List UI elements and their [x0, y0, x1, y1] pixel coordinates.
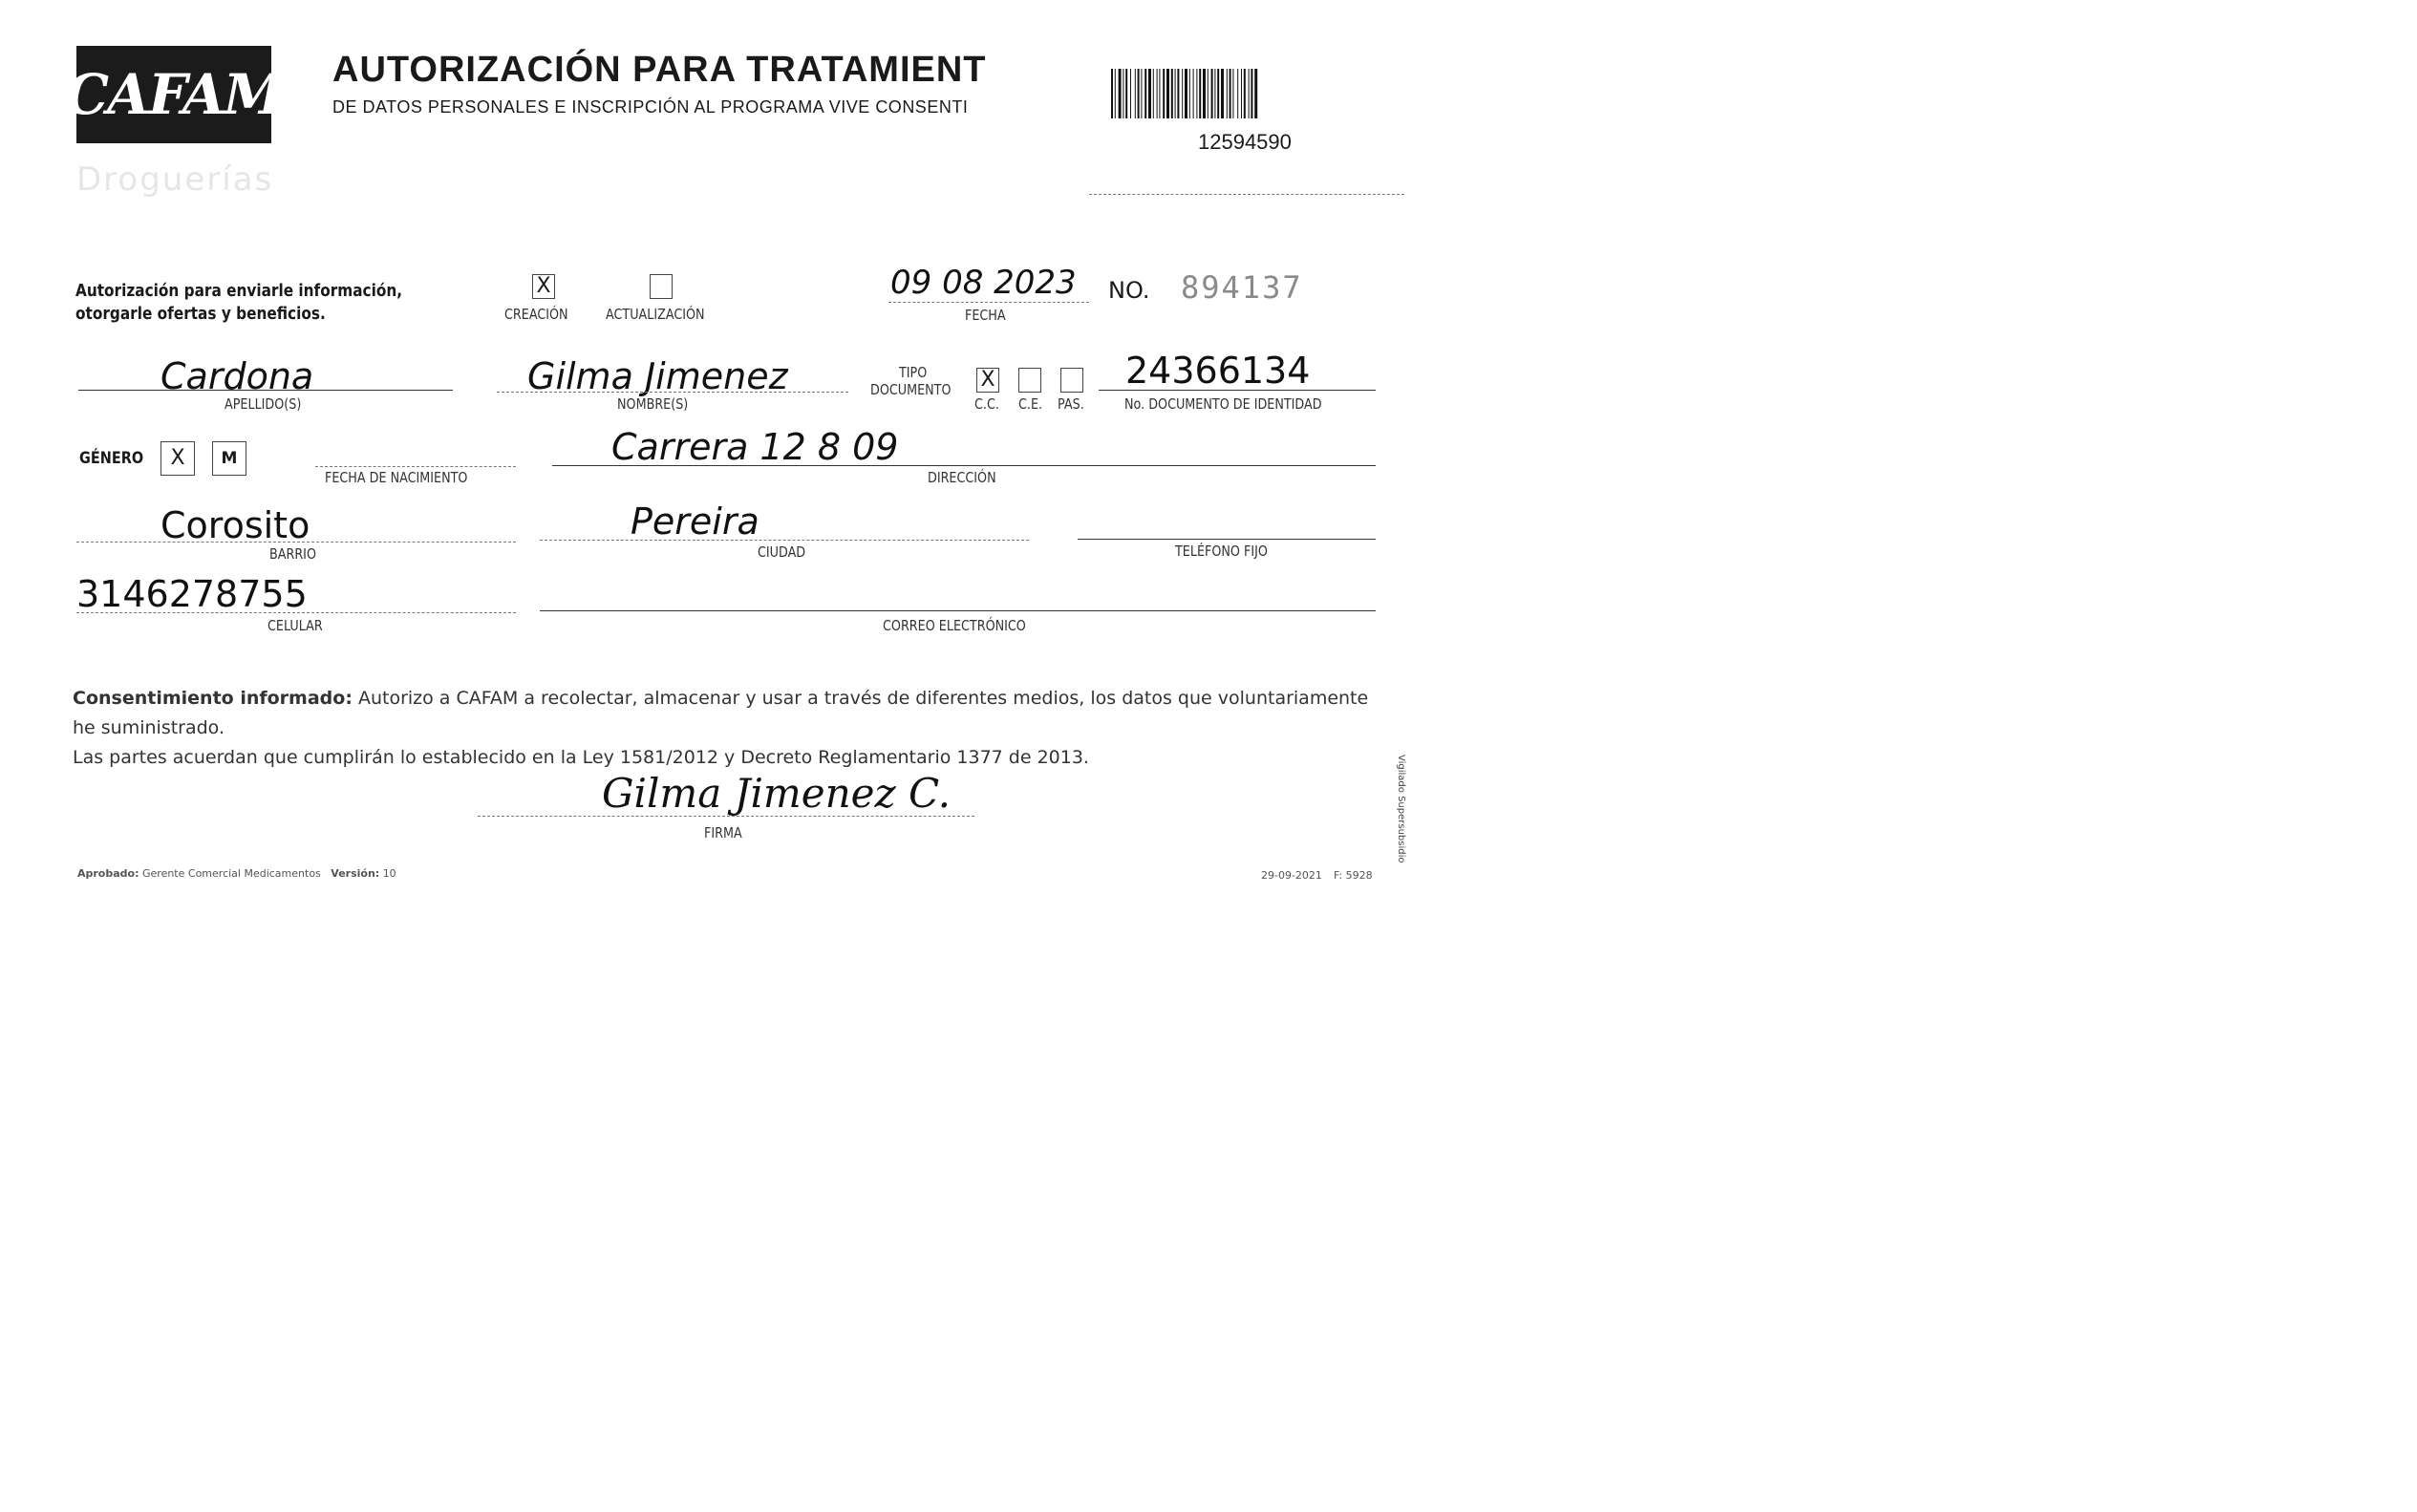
- footer-aprobado: [77, 867, 396, 880]
- form-title: AUTORIZACIÓN PARA TRATAMIENT: [332, 50, 987, 90]
- apellido-line: [78, 390, 453, 391]
- correo-label: CORREO ELECTRÓNICO: [883, 617, 1026, 634]
- tipo-label-2: DOCUMENTO: [870, 381, 952, 398]
- cafam-logo: [64, 46, 284, 143]
- telefono-label: TELÉFONO FIJO: [1175, 543, 1268, 560]
- consent-heading: Consentimiento informado:: [73, 688, 353, 709]
- footer-code: F: 5928: [1334, 869, 1373, 882]
- ce-checkbox[interactable]: [1018, 368, 1041, 393]
- actualizacion-label: ACTUALIZACIÓN: [606, 306, 705, 323]
- signature-line[interactable]: [478, 816, 974, 817]
- fecha-nacimiento-line[interactable]: [315, 466, 516, 467]
- no-value: 894137: [1181, 269, 1303, 306]
- documento-line: [1099, 390, 1376, 391]
- ciudad-value[interactable]: Pereira: [631, 500, 759, 543]
- apellido-label: APELLIDO(S): [225, 395, 302, 413]
- version-value: 10: [382, 867, 396, 880]
- direccion-line: [552, 465, 1376, 466]
- ciudad-label: CIUDAD: [758, 543, 806, 561]
- documento-label: No. DOCUMENTO DE IDENTIDAD: [1124, 395, 1322, 413]
- consent-text-part1: Autorizo a CAFAM a recolectar, almacenar y usar a través de diferentes medios, los datos que voluntariamente he suministrado.: [73, 688, 1369, 738]
- genero-f-checkbox[interactable]: X: [160, 441, 195, 476]
- vertical-text: Vigilado Supersubsidio: [1396, 755, 1406, 863]
- telefono-line[interactable]: [1078, 539, 1376, 540]
- signature: Gilma Jimenez C.: [602, 770, 951, 817]
- barrio-line: [76, 542, 516, 543]
- genero-m-checkbox[interactable]: M: [212, 441, 246, 476]
- aprobado-value: Gerente Comercial Medicamentos: [142, 867, 321, 880]
- cc-checkbox[interactable]: X: [976, 368, 999, 393]
- celular-line: [76, 612, 516, 613]
- barcode-number: 12594590: [1198, 130, 1292, 154]
- documento-value[interactable]: 24366134: [1125, 350, 1311, 392]
- ce-label: C.E.: [1018, 395, 1043, 413]
- nombre-label: NOMBRE(S): [617, 395, 689, 413]
- tipo-label-1: TIPO: [899, 364, 928, 381]
- form-subtitle: DE DATOS PERSONALES E INSCRIPCIÓN AL PROGRAMA VIVE CONSENTI: [332, 97, 969, 117]
- fecha-value[interactable]: 09 08 2023: [890, 264, 1077, 302]
- no-label: NO.: [1108, 277, 1150, 304]
- fecha-line: [888, 302, 1089, 303]
- fecha-nacimiento-label: FECHA DE NACIMIENTO: [325, 469, 468, 486]
- barrio-value[interactable]: Corosito: [160, 504, 310, 546]
- direccion-value[interactable]: Carrera 12 8 09: [611, 426, 899, 468]
- header-rule: [1089, 194, 1404, 195]
- ciudad-line: [540, 540, 1029, 541]
- logo-text: CAFAM: [64, 62, 284, 127]
- creacion-label: CREACIÓN: [504, 306, 568, 323]
- pas-checkbox[interactable]: [1060, 368, 1083, 393]
- logo-subtext: Droguerías: [76, 160, 274, 199]
- correo-line[interactable]: [540, 610, 1376, 611]
- aprobado-label: Aprobado:: [77, 867, 139, 880]
- celular-value[interactable]: 3146278755: [76, 573, 308, 615]
- consent-text-part2: Las partes acuerdan que cumplirán lo establecido en la Ley 1581/2012 y Decreto Reglamentario 1377 de 2013.: [73, 747, 1089, 768]
- barcode: [1111, 69, 1348, 118]
- footer-date: 29-09-2021: [1261, 869, 1322, 882]
- actualizacion-checkbox[interactable]: [650, 274, 673, 299]
- genero-label: GÉNERO: [79, 449, 144, 468]
- celular-label: CELULAR: [267, 617, 323, 634]
- barrio-label: BARRIO: [269, 545, 316, 563]
- nombre-value[interactable]: Gilma Jimenez: [527, 355, 788, 397]
- pas-label: PAS.: [1058, 395, 1084, 413]
- authorization-text-2: otorgarle ofertas y beneficios.: [75, 304, 326, 324]
- fecha-label: FECHA: [965, 307, 1006, 324]
- consent-text: [73, 684, 1391, 773]
- apellido-value[interactable]: Cardona: [160, 355, 314, 397]
- cc-label: C.C.: [974, 395, 999, 413]
- creacion-checkbox[interactable]: X: [532, 274, 555, 299]
- version-label: Versión:: [331, 867, 380, 880]
- firma-label: FIRMA: [704, 824, 742, 841]
- authorization-text-1: Autorización para enviarle información,: [75, 281, 403, 301]
- nombre-line: [497, 392, 848, 393]
- direccion-label: DIRECCIÓN: [928, 469, 996, 486]
